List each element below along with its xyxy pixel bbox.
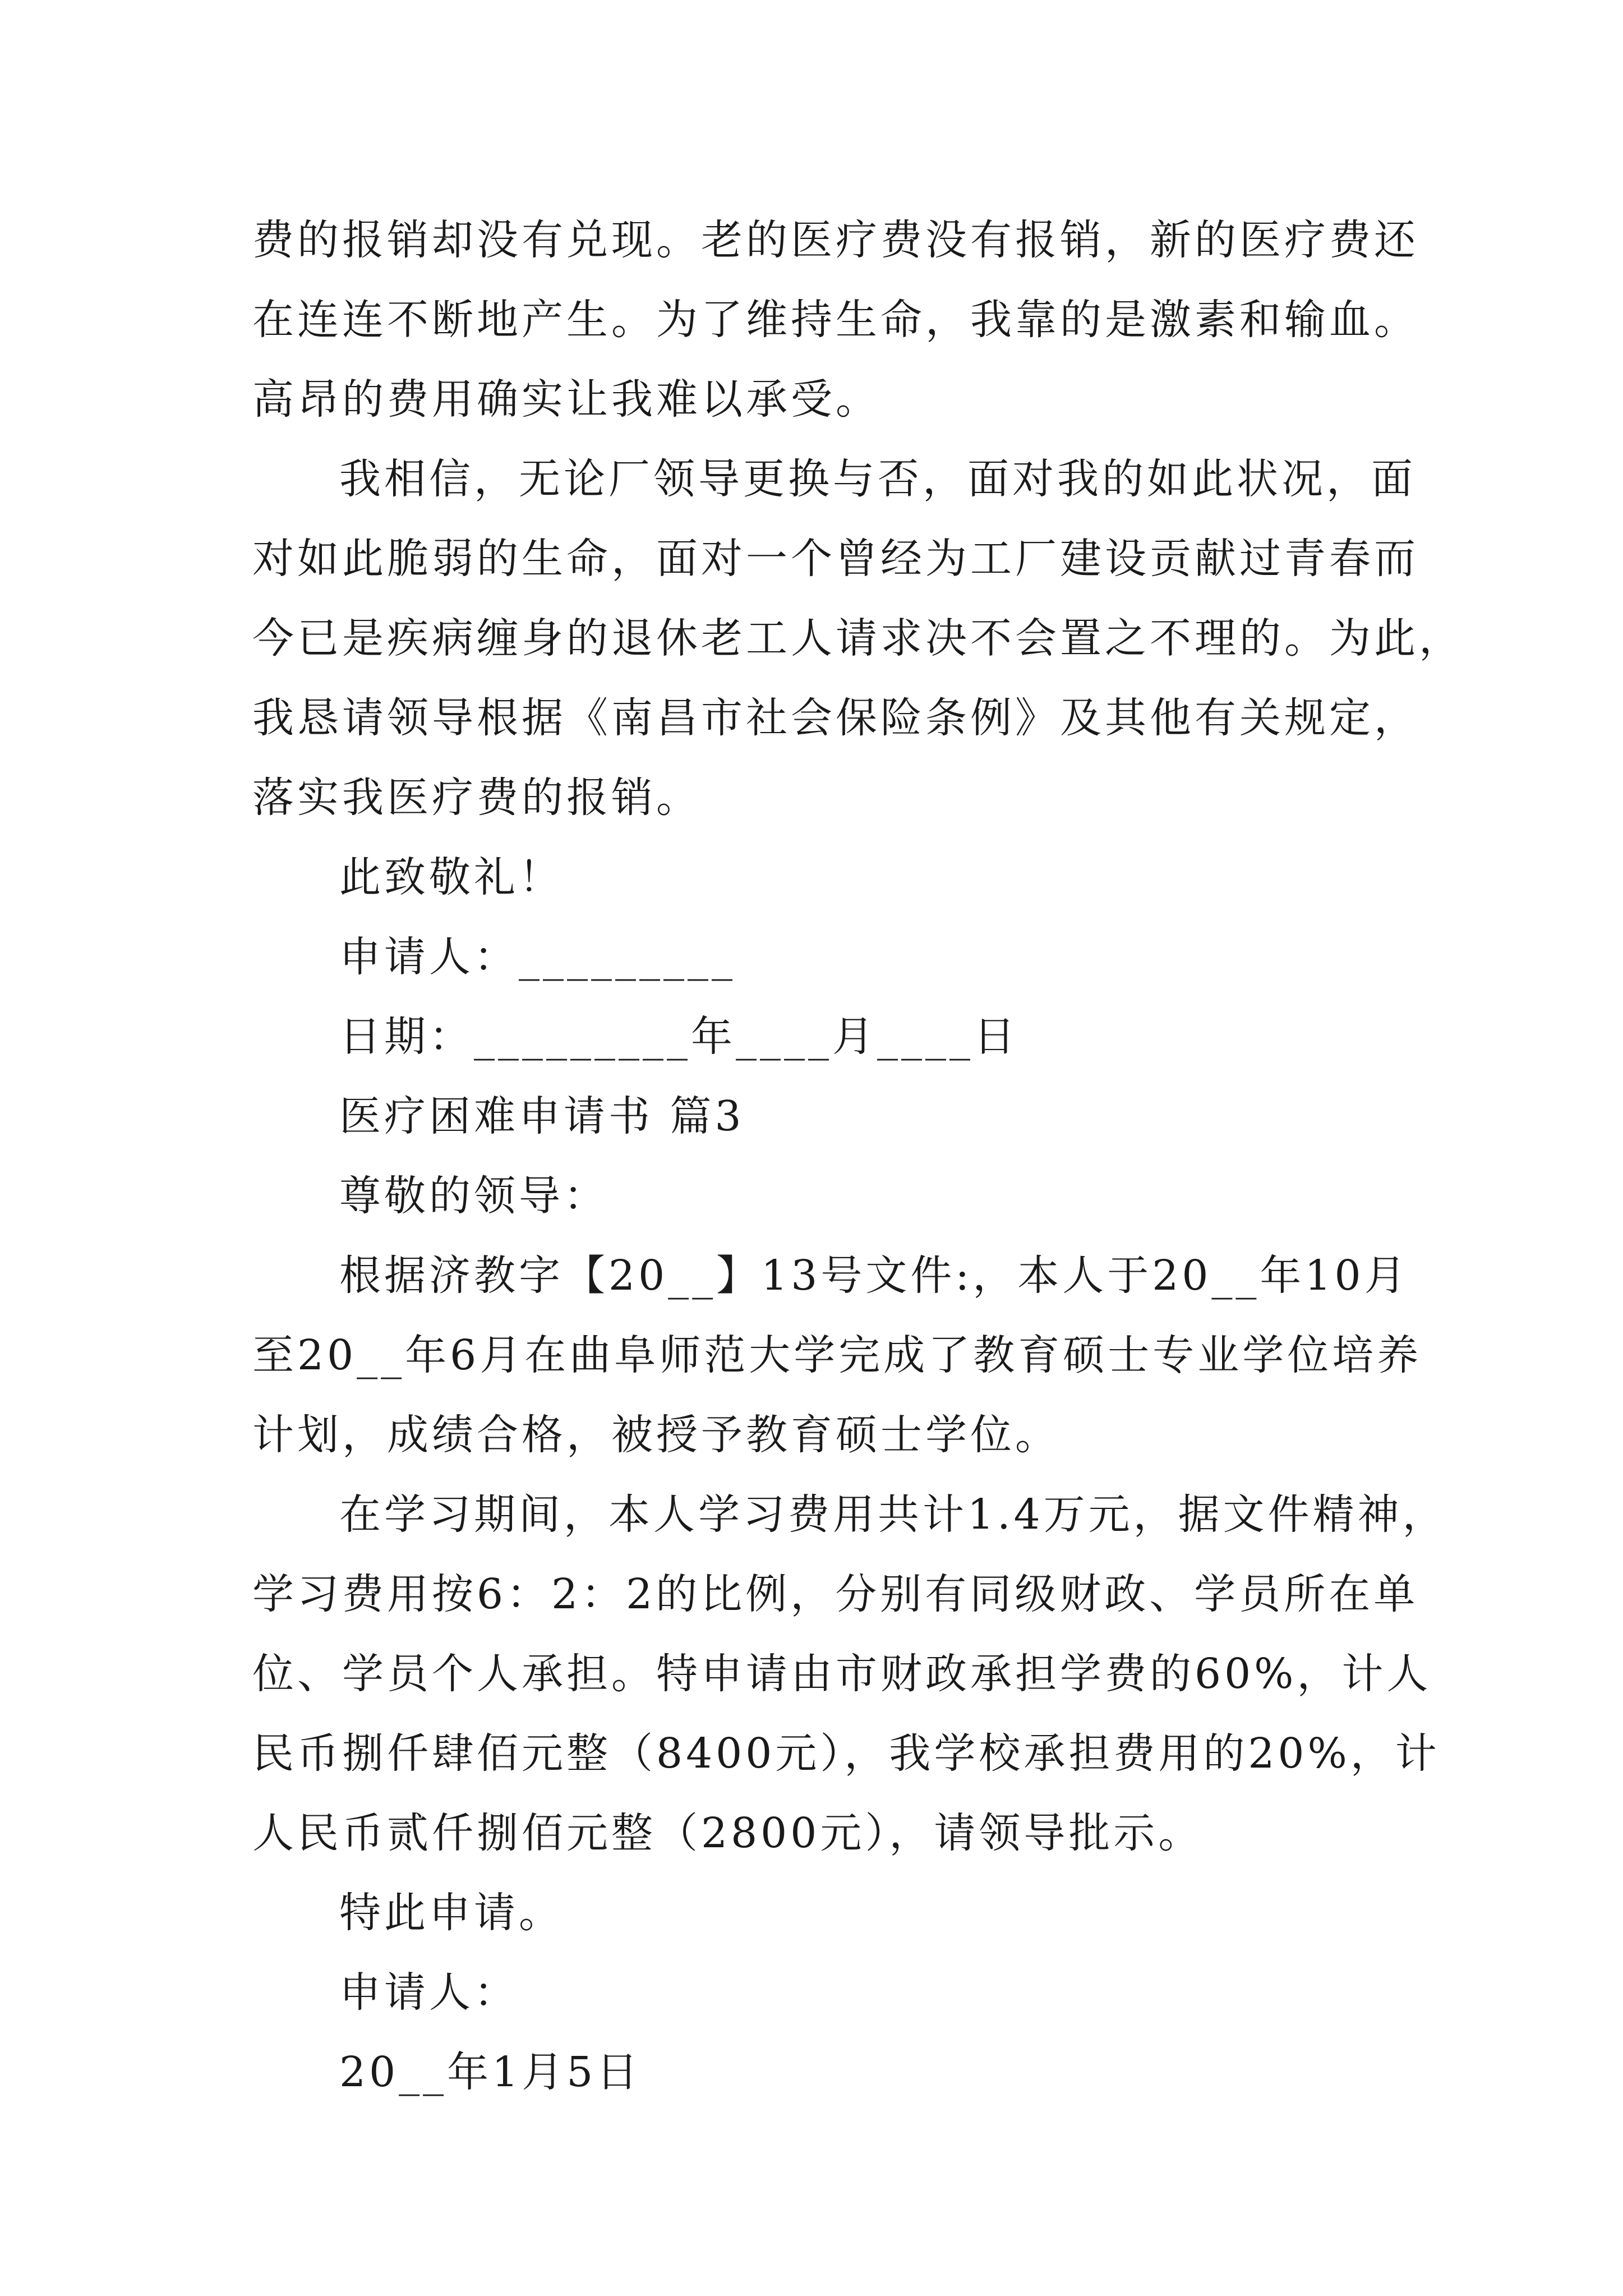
text-line: 人民币贰仟捌佰元整（2800元），请领导批示。 bbox=[252, 1809, 1204, 1857]
text-line: 民币捌仟肆佰元整（8400元），我学校承担费用的20%，计 bbox=[252, 1729, 1440, 1778]
applicant-label: 申请人： bbox=[339, 1968, 519, 2017]
text-line: 我恳请领导根据《南昌市社会保险条例》及其他有关规定， bbox=[252, 694, 1419, 742]
section-title: 医疗困难申请书 篇3 bbox=[339, 1092, 745, 1140]
text-line: 在连连不断地产生。为了维持生命，我靠的是激素和输血。 bbox=[252, 296, 1419, 344]
applicant-line: 申请人：_________ bbox=[339, 933, 736, 981]
text-line: 费的报销却没有兑现。老的医疗费没有报销，新的医疗费还 bbox=[252, 216, 1419, 264]
greeting: 尊敬的领导： bbox=[339, 1172, 608, 1220]
text-line: 计划，成绩合格，被授予教育硕士学位。 bbox=[252, 1411, 1060, 1459]
text-line: 学习费用按6：2：2的比例，分别有同级财政、学员所在单 bbox=[252, 1570, 1419, 1618]
text-line: 落实我医疗费的报销。 bbox=[252, 774, 701, 822]
text-line: 我相信，无论厂领导更换与否，面对我的如此状况，面 bbox=[339, 455, 1416, 503]
closing-request: 特此申请。 bbox=[339, 1889, 564, 1937]
signature-date: 20__年1月5日 bbox=[339, 2048, 642, 2096]
closing-salutation: 此致敬礼！ bbox=[339, 853, 564, 901]
text-line: 对如此脆弱的生命，面对一个曾经为工厂建设贡献过青春而 bbox=[252, 535, 1419, 583]
text-line: 至20__年6月在曲阜师范大学完成了教育硕士专业学位培养 bbox=[252, 1331, 1422, 1379]
text-line: 高昂的费用确实让我难以承受。 bbox=[252, 375, 880, 424]
text-line: 在学习期间，本人学习费用共计1.4万元，据文件精神， bbox=[339, 1490, 1447, 1539]
text-line: 位、学员个人承担。特申请由市财政承担学费的60%，计人 bbox=[252, 1650, 1432, 1698]
text-line: 根据济教字【20__】13号文件:，本人于20__年10月 bbox=[339, 1251, 1409, 1300]
text-line: 今已是疾病缠身的退休老工人请求决不会置之不理的。为此， bbox=[252, 614, 1464, 662]
date-line: 日期：_________年____月____日 bbox=[339, 1013, 1018, 1061]
